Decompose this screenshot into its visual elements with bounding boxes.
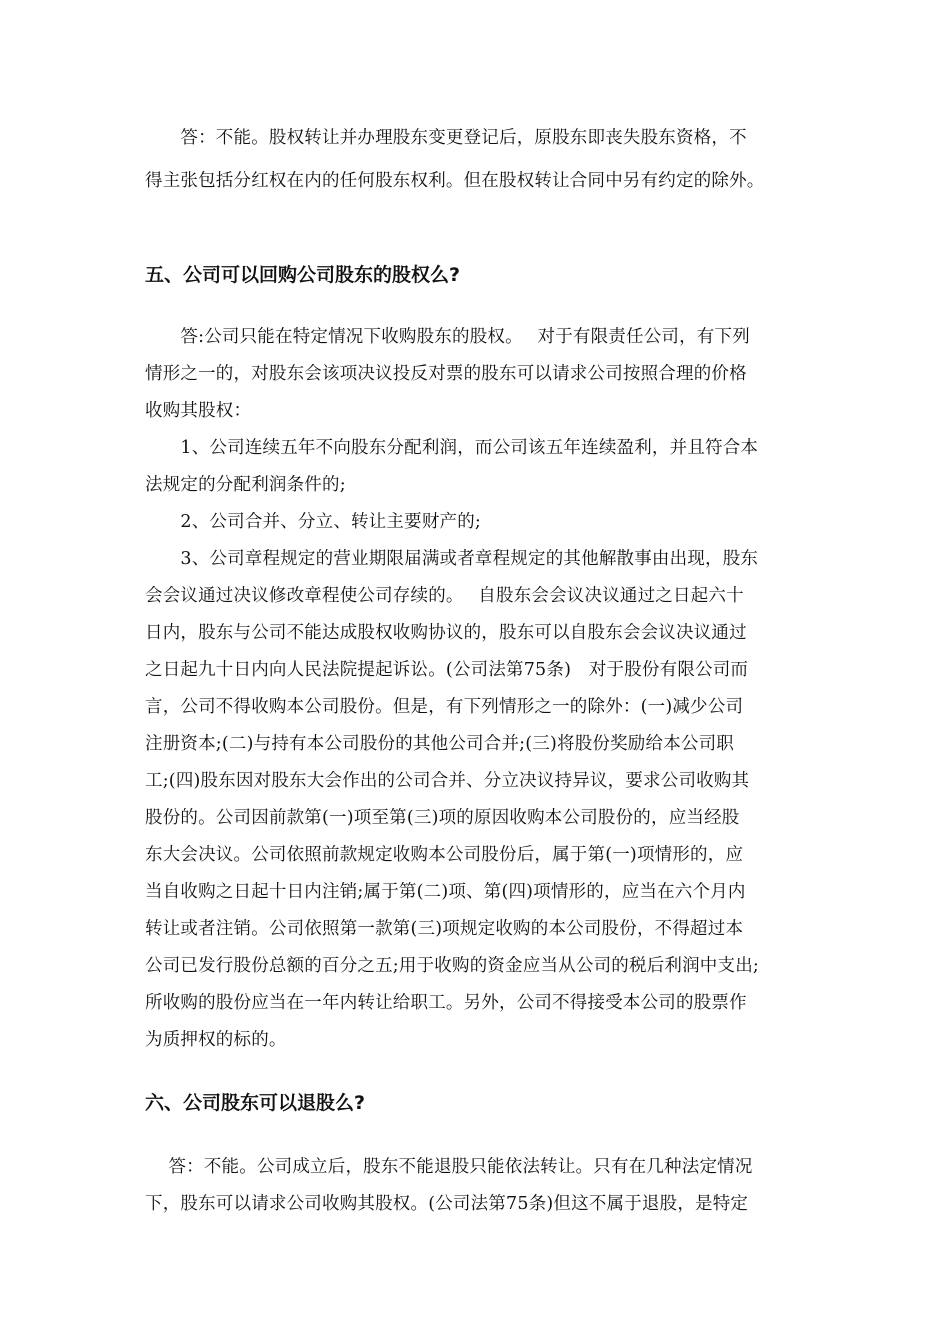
section5-body-line: 3、公司章程规定的营业期限届满或者章程规定的其他解散事由出现，股东: [145, 549, 759, 569]
section5-body-line: 1、公司连续五年不向股东分配利润，而公司该五年连续盈利，并且符合本: [145, 438, 759, 458]
section5-body-line: 之日起九十日内向人民法院提起诉讼。(公司法第75条) 对于股份有限公司而: [145, 660, 749, 680]
section5-body-line: 2、公司合并、分立、转让主要财产的;: [145, 512, 482, 532]
section5-body-line: 转让或者注销。公司依照第一款第(三)项规定收购的本公司股份，不得超过本: [145, 919, 744, 939]
section5-body-line: 答:公司只能在特定情况下收购股东的股权。 对于有限责任公司，有下列: [145, 327, 750, 347]
section6-body-line: 下，股东可以请求公司收购其股权。(公司法第75条)但这不属于退股，是特定: [145, 1194, 749, 1214]
section5-body-line: 会会议通过决议修改章程使公司存续的。 自股东会会议决议通过之日起六十: [145, 586, 744, 606]
section5-body-line: 当自收购之日起十日内注销;属于第(二)项、第(四)项情形的，应当在六个月内: [145, 882, 746, 902]
section5-body-line: 收购其股权：: [145, 401, 252, 421]
section5-body-line: 情形之一的，对股东会该项决议投反对票的股东可以请求公司按照合理的价格: [145, 364, 747, 384]
section5-heading: 五、公司可以回购公司股东的股权么?: [145, 264, 461, 286]
section5-body-line: 言，公司不得收购本公司股份。但是，有下列情形之一的除外：(一)减少公司: [145, 697, 744, 717]
section5-body-line: 工;(四)股东因对股东大会作出的公司合并、分立决议持异议，要求公司收购其: [145, 771, 750, 791]
section5-body-line: 公司已发行股份总额的百分之五;用于收购的资金应当从公司的税后利润中支出;: [145, 956, 759, 976]
section5-body-line: 注册资本;(二)与持有本公司股份的其他公司合并;(三)将股份奖励给本公司职: [145, 734, 734, 754]
section5-body-line: 为质押权的标的。: [145, 1030, 287, 1050]
section4-answer-line: 答：不能。股权转让并办理股东变更登记后，原股东即丧失股东资格，不: [145, 128, 747, 148]
section5-body-line: 所收购的股份应当在一年内转让给职工。另外，公司不得接受本公司的股票作: [145, 993, 747, 1013]
section5-body-line: 东大会决议。公司依照前款规定收购本公司股份后，属于第(一)项情形的，应: [145, 845, 744, 865]
section4-answer-line: 得主张包括分红权在内的任何股东权利。但在股权转让合同中另有约定的除外。: [145, 171, 765, 191]
section5-body-line: 股份的。公司因前款第(一)项至第(三)项的原因收购本公司股份的，应当经股: [145, 808, 740, 828]
section5-body-line: 法规定的分配利润条件的;: [145, 475, 346, 495]
section6-heading: 六、公司股东可以退股么?: [145, 1092, 366, 1114]
section5-body-line: 日内，股东与公司不能达成股权收购协议的，股东可以自股东会会议决议通过: [145, 623, 747, 643]
section6-body-line: 答：不能。公司成立后，股东不能退股只能依法转让。只有在几种法定情况: [145, 1157, 753, 1177]
